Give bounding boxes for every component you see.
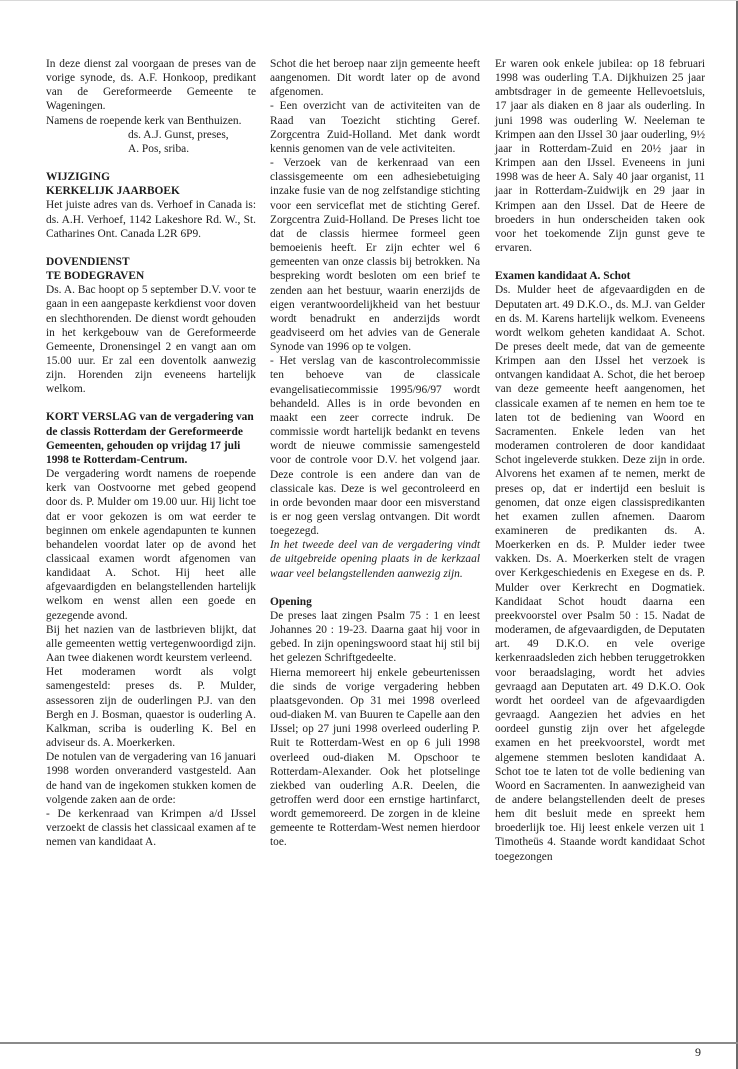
paragraph: Ds. Mulder heet de afgevaardigden en de Deputaten art. 49 D.K.O., ds. M.J. van Gelder en ds. M. Karens hartelijk welkom. Eveneens wordt welkom geheten kandidaat A. Schot. De preses deelt mede, dat van de gemeente Krimpen aan den IJssel het verzoek is ontvangen kandidaat A. Schot, die het beroep van deze gemeente heeft aangenomen, het classicale examen af te nemen en hem toe te laten tot de bediening van Woord en Sacramenten. Enkele leden van het moderamen controleren de door kandidaat Schot ingeleverde stukken. Deze zijn in orde. Alvorens het examen af te nemen, merkt de preses op, dat er indertijd een besluit is genomen, dat onze eigen classispredikanten het examen zullen afnemen. Daarom examineren de predikanten ds. A. Moerkerken en ds. P. Mulder ieder twee vakken. Ds. A. Moerkerken stelt de vragen over Kerkgeschiedenis en Exegese en ds. P. Mulder over Kerkrecht en Dogmatiek. Kandidaat Schot houdt daarna een preekvoorstel over Psalm 50 : 15. Nadat de moderamen, de afgevaardigden, de Deputaten art. 49 D.K.O. en vele overige kerkenraadsleden zich hebben teruggetrokken voor beraadslaging, wordt het advies gevraagd aan Deputaten art. 49 D.K.O. Ook wordt het oordeel van de afgevaardigden gevraagd. Aangezien het advies en het oordeel gunstig zijn over het afgelegde examen en het preekvoorstel, wordt met algemene stemmen besloten kandidaat A. Schot toe te laten tot de volle bediening van Woord en Sacramenten. In aanwezigheid van de andere belangstellenden deelt de preses hem dit besluit mede en spreekt hem broederlijk toe. Hij leest enkele verzen uit 1 Timotheüs 4. Staande wordt kandidaat Schot toegezongen (495, 284, 705, 863)
paragraph: De vergadering wordt namens de roepende kerk van Oostvoorne met gebed geopend door ds. P. Mulder om 19.00 uur. Hij licht toe dat er voor gekozen is om wat eerder te beginnen om enkele agendapunten te kunnen behandelen voordat later op de avond het classicaal examen wordt afgenomen van kandidaat A. Schot. Hij heet alle afgevaardigden en belangstellenden hartelijk welkom en wenst allen een goede en gezegende avond. (46, 468, 256, 622)
paragraph: Het moderamen wordt als volgt samengesteld: preses ds. P. Mulder, assessoren zijn de ouderlingen P.J. van den Bergh en J. Bosman, quaestor is ouderling A. Kalkman, scriba is ouderling K. Bel en adviseur ds. A. Moerkerken. (46, 666, 256, 750)
section-heading: KERKELIJK JAARBOEK (46, 185, 180, 198)
signature-line: A. Pos, sriba. (128, 142, 190, 155)
signature-line: ds. A.J. Gunst, preses, (128, 128, 229, 141)
section-heading: Examen kandidaat A. Schot (495, 270, 631, 283)
paragraph: Hierna memoreert hij enkele gebeurtenissen die sinds de vorige vergadering hebben plaatsgevonden. Op 31 mei 1998 overleed oud-diaken M. van Buuren te Capelle aan den IJssel; op 27 juni 1998 overleed ouderling P. Ruit te Rotterdam-West en op 6 juli 1998 overleed oud-diaken M. Opschoor te Rotterdam-Alexander. Ook het plotselinge ziekbed van ouderling A.R. Deelen, die getroffen werd door een ernstige hartinfarct, wordt gememoreerd. De zorgen in de kleine gemeente te Rotterdam-West nemen hierdoor toe. (270, 666, 480, 849)
paragraph: - Het verslag van de kascontrolecommissie ten behoeve van de classicale evangelisatiecommissie 1995/96/97 wordt behandeld. Alles is in orde bevonden en maakt een zeer correcte indruk. De commissie wordt hartelijk bedankt en tevens wordt de nieuwe commissie samengesteld voor de controle voor D.V. het volgend jaar. Deze controle is een andere dan van de classicale kas. Deze is wel gecontroleerd en in orde bevonden maar door een misverstand is er nog geen verslag ontvangen. Dit wordt toegezegd. (270, 355, 480, 538)
paragraph-spacer (495, 255, 705, 269)
paragraph-spacer (270, 581, 480, 595)
paragraph-spacer (46, 156, 256, 170)
paragraph-spacer (46, 396, 256, 410)
text-column-1 (46, 57, 256, 849)
paragraph: In deze dienst zal voorgaan de preses van de vorige synode, ds. A.F. Honkoop, predikant van de Gereformeerde Gemeente te Wageningen. (46, 58, 256, 113)
text-column-2 (270, 57, 480, 850)
paragraph: Bij het nazien van de lastbrieven blijkt, dat alle gemeenten wettig vertegenwoordigd zijn. Aan twee diakenen wordt keurstem verleend. (46, 623, 256, 665)
section-heading: TE BODEGRAVEN (46, 270, 145, 283)
paragraph: Het juiste adres van ds. Verhoef in Canada is: ds. A.H. Verhoef, 1142 Lakeshore Rd. W., St. Catharines Ont. Canada L2R 6P9. (46, 199, 256, 240)
section-heading: KORT VERSLAG van de vergadering van de classis Rotterdam der Gereformeerde Gemeenten, gehouden op vrijdag 17 juli 1998 te Rotterdam-Centrum. (46, 411, 254, 466)
text-column-3 (495, 57, 705, 864)
paragraph: De preses laat zingen Psalm 75 : 1 en leest Johannes 20 : 19-23. Daarna gaat hij voor in gebed. In zijn openingswoord staat hij stil bij het gelezen Schriftgedeelte. (270, 609, 480, 665)
paragraph: Er waren ook enkele jubilea: op 18 februari 1998 was ouderling T.A. Dijkhuizen 25 jaar ambtsdrager in de gemeente Hellevoetsluis, 17 jaar als diaken en 8 jaar als ouderling. In juni 1998 was ouderling W. Neeleman te Krimpen aan den IJssel 30 jaar ouderling, 9½ jaar in Rotterdam-Zuid en 20½ jaar in Krimpen aan den IJssel. Eveneens in juni 1998 was de heer A. Saly 40 jaar organist, 11 jaar in Rotterdam-Zuidwijk en 29 jaar in Krimpen aan den IJssel. Dat de Heere de broeders in hun onderscheiden taken ook voor het toekomende Zijn gunst geve te ervaren. (495, 58, 705, 255)
paragraph: - Verzoek van de kerkenraad van een classisgemeente om een adhesiebetuiging inzake fusie van de nog zelfstandige stichting voor een serviceflat met de stichting Geref. Zorgcentra Zuid-Holland. De Preses licht toe dat de classis hiermee formeel geen bemoeienis heeft. Er zijn echter wel 6 gemeenten van onze classis bij betrokken. Na bespreking wordt besloten om een brief te zenden aan het bestuur, waarin enerzijds de eigen verantwoordelijkheid van het bestuur wordt benadrukt en anderzijds wordt geadviseerd om het advies van de Generale Synode van 1996 op te volgen. (270, 157, 480, 354)
section-heading: Opening (270, 595, 312, 608)
page-edge-bottom (0, 1042, 738, 1044)
paragraph: De notulen van de vergadering van 16 januari 1998 worden onveranderd vastgesteld. Aan de hand van de ingekomen stukken komen de volgende zaken aan de orde: (46, 751, 256, 806)
paragraph: - De kerkenraad van Krimpen a/d IJssel verzoekt de classis het classicaal examen af te nemen van kandidaat A. (46, 807, 256, 849)
paragraph: - Een overzicht van de activiteiten van de Raad van Toezicht stichting Geref. Zorgcentra Zuid-Holland. Met dank wordt kennis genomen van de vele activiteiten. (270, 100, 480, 155)
paragraph: Schot die het beroep naar zijn gemeente heeft aangenomen. Dit wordt later op de avond afgenomen. (270, 58, 480, 99)
paragraph: Ds. A. Bac hoopt op 5 september D.V. voor te gaan in een aangepaste kerkdienst voor doven en slechthorenden. De dienst wordt gehouden in het kerkgebouw van de Gereformeerde Gemeente, Dronensingel 2 en vangt aan om 15.00 uur. Er zal een doventolk aanwezig zijn. Horenden zijn eveneens hartelijk welkom. (46, 284, 256, 396)
section-heading: DOVENDIENST (46, 255, 130, 268)
paragraph: Namens de roepende kerk van Benthuizen. (46, 114, 242, 127)
paragraph: In het tweede deel van de vergadering vindt de uitgebreide opening plaats in de kerkzaal waar veel belangstellenden aanwezig zijn. (270, 539, 480, 580)
section-heading: WIJZIGING (46, 171, 110, 184)
paragraph-spacer (46, 241, 256, 255)
page-number: 9 (695, 1045, 701, 1059)
